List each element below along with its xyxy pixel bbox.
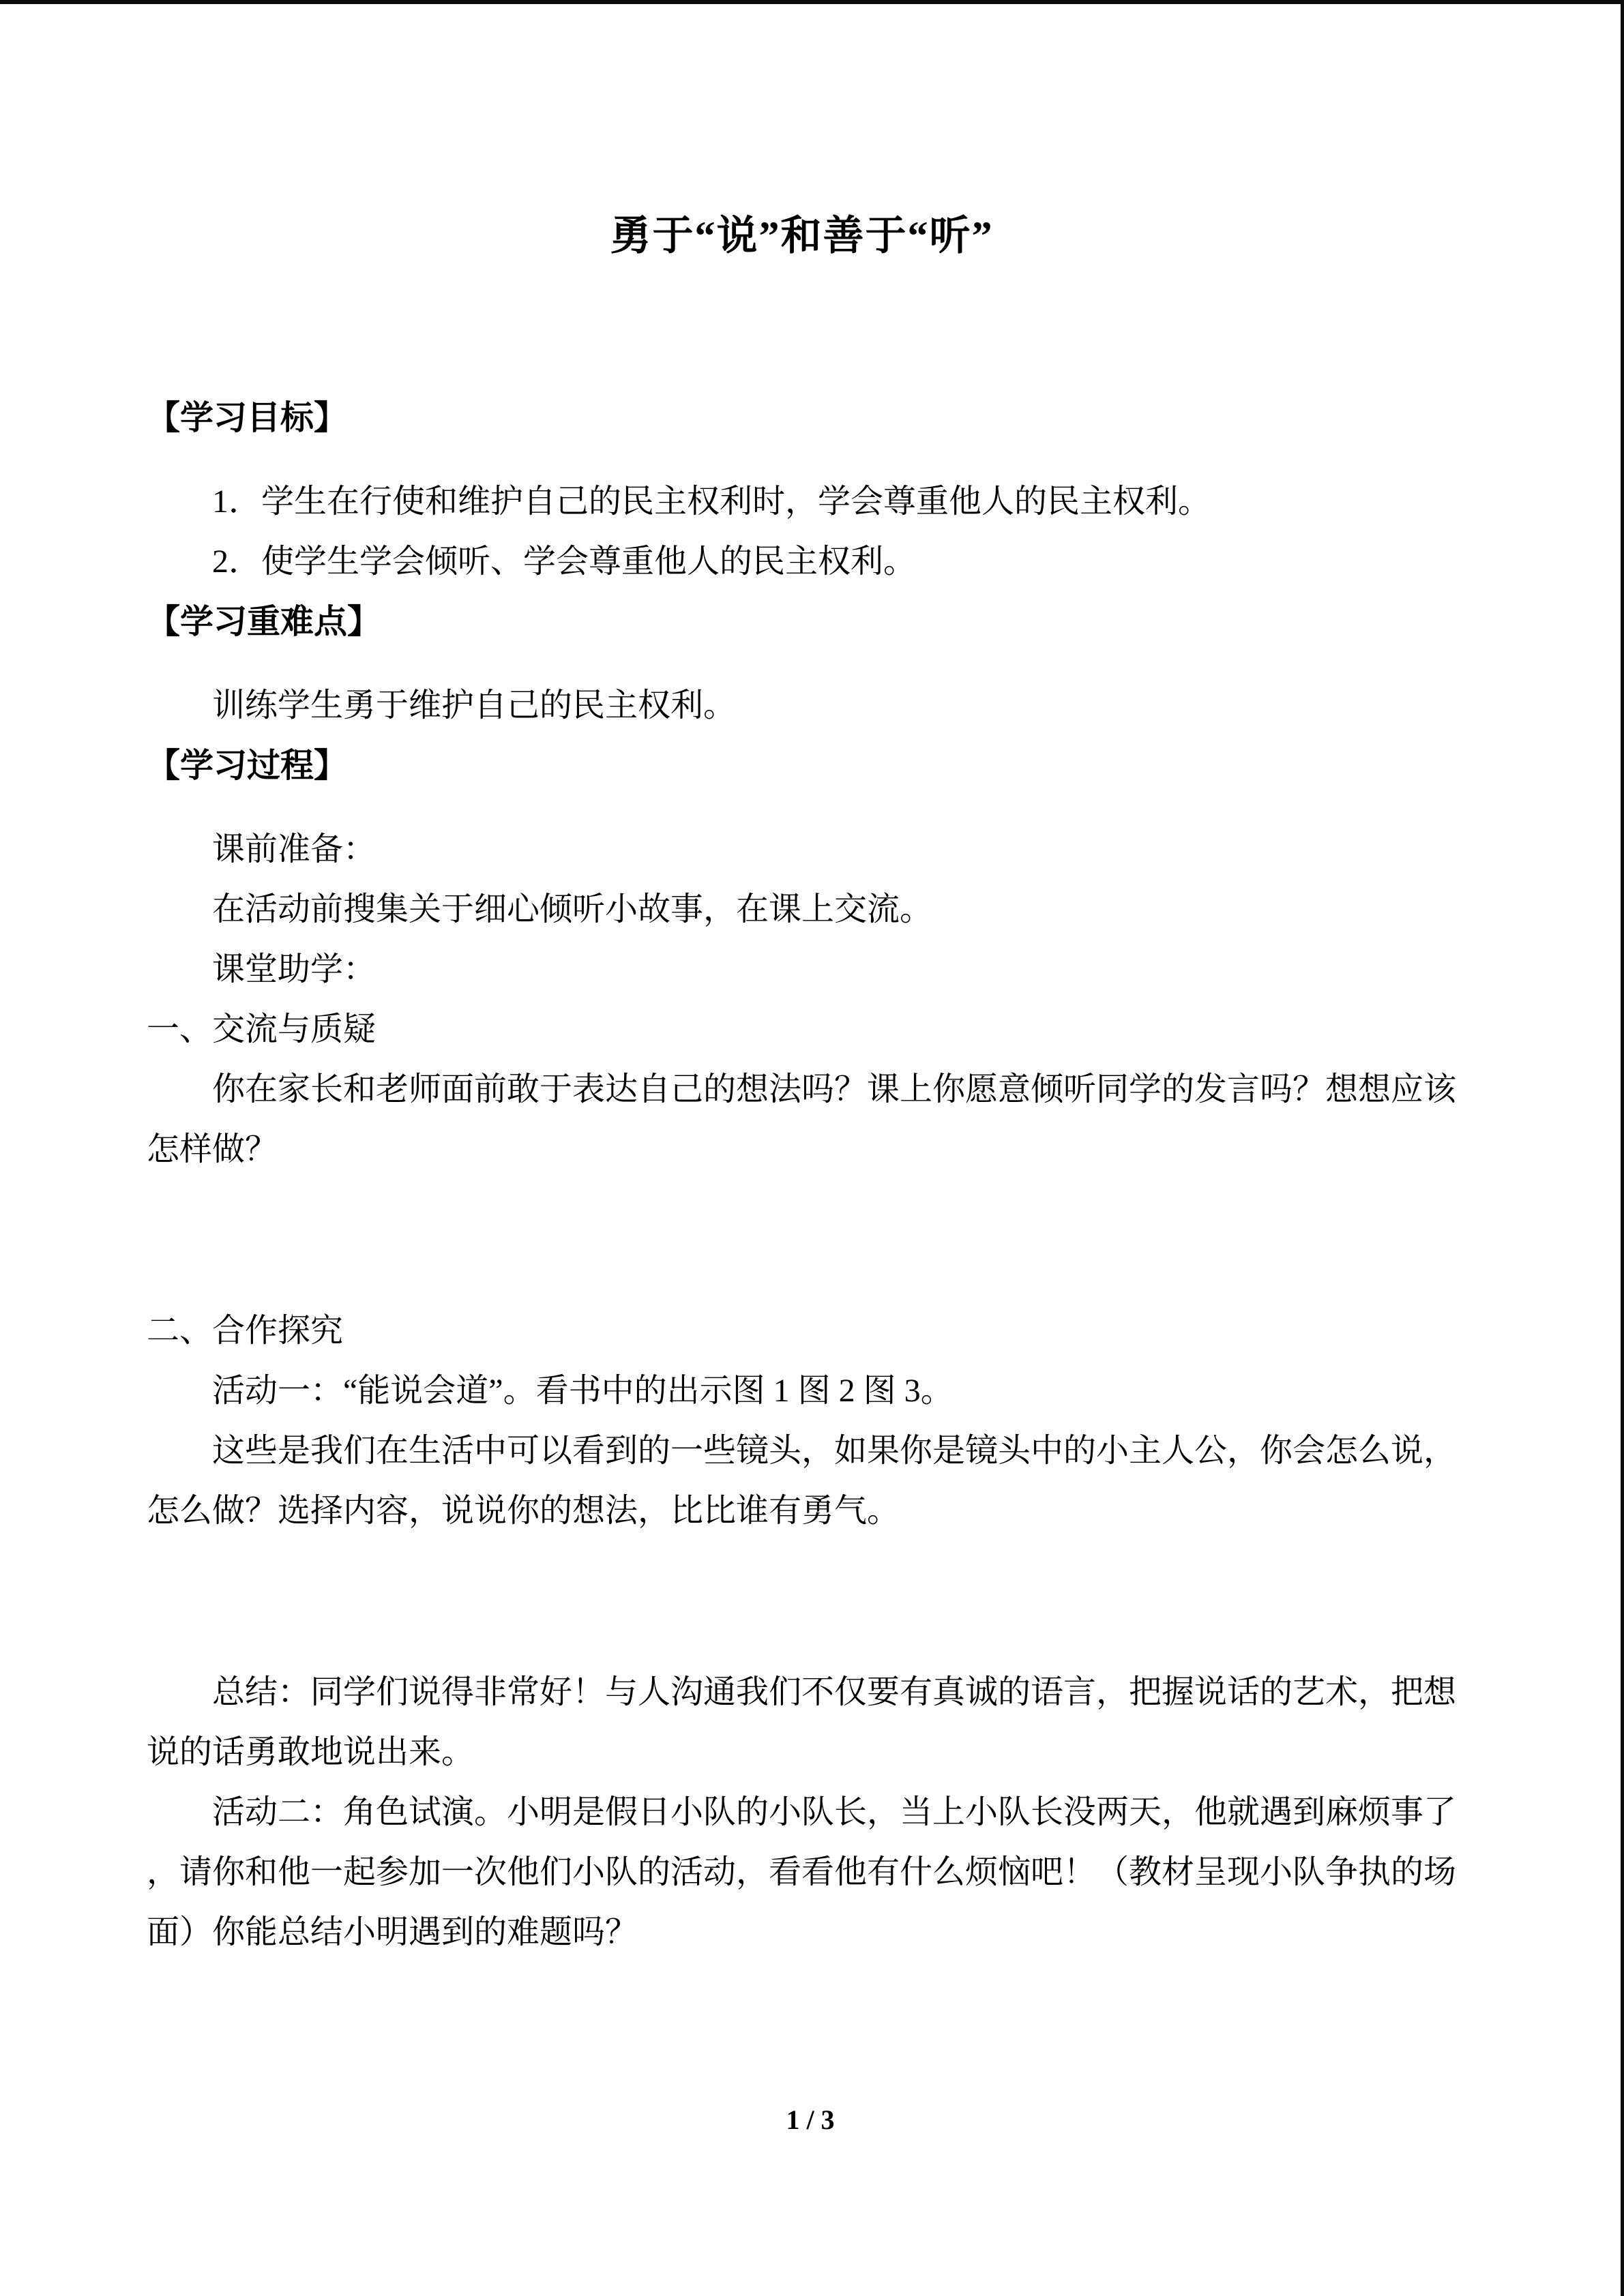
paragraph-line: 训练学生勇于维护自己的民主权利。: [212, 687, 737, 724]
paragraph-line: 课前准备：: [212, 831, 377, 867]
paragraph-line: 怎么做？选择内容，说说你的想法，比比谁有勇气。: [147, 1493, 900, 1529]
blank-gap: [147, 1541, 1457, 1663]
paragraph-line: 在活动前搜集关于细心倾听小故事，在课上交流。: [212, 891, 933, 927]
document-title: 勇于“说”和善于“听”: [610, 213, 994, 258]
paragraph-line: 面）你能总结小明遇到的难题吗？: [147, 1914, 638, 1950]
page-number: 1 / 3: [786, 2104, 835, 2135]
section-heading-learning-process: 【学习过程】: [147, 747, 348, 784]
section-heading-learning-goals: 【学习目标】: [147, 399, 348, 436]
paragraph-line: 说的话勇敢地说出来。: [147, 1734, 475, 1770]
document-content: [0, 4, 1621, 1963]
blank-gap: [147, 1180, 1457, 1301]
paragraph-line: 1．学生在行使和维护自己的民主权利时，学会尊重他人的民主权利。: [212, 483, 1211, 520]
subsection-heading-cooperative-inquiry: 二、合作探究: [147, 1313, 344, 1349]
paragraph-line: 你在家长和老师面前敢于表达自己的想法吗？课上你愿意倾听同学的发言吗？想想应该: [212, 1071, 1457, 1107]
section-heading-key-difficulties: 【学习重难点】: [147, 603, 381, 640]
paragraph-line: 这些是我们在生活中可以看到的一些镜头，如果你是镜头中的小主人公，你会怎么说，: [212, 1433, 1457, 1469]
paragraph-line: ，请你和他一起参加一次他们小队的活动，看看他有什么烦恼吧！（教材呈现小队争执的场: [147, 1854, 1457, 1890]
paragraph-line: 总结：同学们说得非常好！与人沟通我们不仅要有真诚的语言，把握说话的艺术，把想: [212, 1674, 1457, 1710]
paragraph-line: 怎样做？: [147, 1131, 278, 1167]
paragraph-line: 课堂助学：: [212, 951, 377, 987]
paragraph-line: 活动二：角色试演。小明是假日小队的小队长，当上小队长没两天，他就遇到麻烦事了: [212, 1794, 1457, 1830]
subsection-heading-exchange-questioning: 一、交流与质疑: [147, 1011, 377, 1047]
paragraph-line: 活动一：“能说会道”。看书中的出示图 1 图 2 图 3。: [212, 1373, 954, 1409]
paragraph-line: 2．使学生学会倾听、学会尊重他人的民主权利。: [212, 543, 917, 580]
